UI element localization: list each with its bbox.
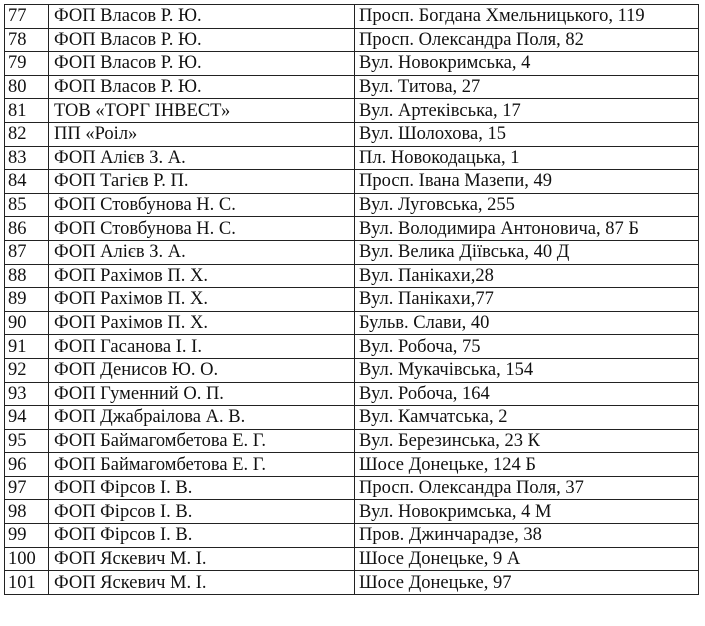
- address: Вул. Велика Діївська, 40 Д: [355, 240, 699, 264]
- table-row: [5, 240, 699, 264]
- table-row: [5, 193, 699, 217]
- address: Вул. Володимира Антоновича, 87 Б: [355, 217, 699, 241]
- table-row: [5, 547, 699, 571]
- entity-name: ФОП Денисов Ю. О.: [49, 358, 355, 382]
- table-row: [5, 264, 699, 288]
- entity-name: ФОП Рахімов П. Х.: [49, 264, 355, 288]
- row-number: 99: [5, 524, 49, 548]
- address: Шосе Донецьке, 124 Б: [355, 453, 699, 477]
- row-number: 97: [5, 476, 49, 500]
- table-row: [5, 122, 699, 146]
- row-number: 95: [5, 429, 49, 453]
- row-number: 87: [5, 240, 49, 264]
- row-number: 83: [5, 146, 49, 170]
- address: Вул. Титова, 27: [355, 75, 699, 99]
- entity-name: ТОВ «ТОРГ ІНВЕСТ»: [49, 99, 355, 123]
- address: Шосе Донецьке, 97: [355, 571, 699, 595]
- address: Вул. Новокримська, 4: [355, 52, 699, 76]
- table-row: [5, 429, 699, 453]
- table-row: [5, 571, 699, 595]
- table-row: [5, 382, 699, 406]
- table-row: [5, 358, 699, 382]
- table-row: [5, 453, 699, 477]
- row-number: 101: [5, 571, 49, 595]
- row-number: 85: [5, 193, 49, 217]
- table-row: [5, 28, 699, 52]
- row-number: 78: [5, 28, 49, 52]
- address: Вул. Мукачівська, 154: [355, 358, 699, 382]
- table-row: [5, 52, 699, 76]
- row-number: 89: [5, 288, 49, 312]
- entity-name: ФОП Рахімов П. Х.: [49, 311, 355, 335]
- row-number: 80: [5, 75, 49, 99]
- entity-name: ФОП Алієв З. А.: [49, 146, 355, 170]
- table-row: [5, 476, 699, 500]
- table-row: [5, 99, 699, 123]
- row-number: 77: [5, 5, 49, 29]
- address: Вул. Артеківська, 17: [355, 99, 699, 123]
- address: Вул. Новокримська, 4 М: [355, 500, 699, 524]
- address: Вул. Панікахи,28: [355, 264, 699, 288]
- table-row: [5, 311, 699, 335]
- entity-name: ФОП Гасанова І. І.: [49, 335, 355, 359]
- row-number: 84: [5, 170, 49, 194]
- row-number: 96: [5, 453, 49, 477]
- row-number: 90: [5, 311, 49, 335]
- table-row: [5, 170, 699, 194]
- row-number: 91: [5, 335, 49, 359]
- entity-name: ФОП Алієв З. А.: [49, 240, 355, 264]
- entity-name: ФОП Баймагомбетова Е. Г.: [49, 429, 355, 453]
- entity-name: ПП «Роіл»: [49, 122, 355, 146]
- row-number: 81: [5, 99, 49, 123]
- entity-name: ФОП Власов Р. Ю.: [49, 52, 355, 76]
- address: Вул. Березинська, 23 К: [355, 429, 699, 453]
- row-number: 88: [5, 264, 49, 288]
- row-number: 94: [5, 406, 49, 430]
- table-row: [5, 75, 699, 99]
- address: Просп. Олександра Поля, 37: [355, 476, 699, 500]
- table-row: [5, 406, 699, 430]
- address: Вул. Камчатська, 2: [355, 406, 699, 430]
- table-row: [5, 335, 699, 359]
- table-row: [5, 5, 699, 29]
- row-number: 82: [5, 122, 49, 146]
- row-number: 98: [5, 500, 49, 524]
- table-row: [5, 524, 699, 548]
- table-row: [5, 146, 699, 170]
- row-number: 86: [5, 217, 49, 241]
- entity-name: ФОП Власов Р. Ю.: [49, 28, 355, 52]
- entity-name: ФОП Баймагомбетова Е. Г.: [49, 453, 355, 477]
- entity-name: ФОП Гуменний О. П.: [49, 382, 355, 406]
- row-number: 100: [5, 547, 49, 571]
- entity-name: ФОП Яскевич М. І.: [49, 547, 355, 571]
- entity-name: ФОП Стовбунова Н. С.: [49, 193, 355, 217]
- address: Вул. Робоча, 75: [355, 335, 699, 359]
- registry-table: [4, 4, 699, 595]
- address: Вул. Шолохова, 15: [355, 122, 699, 146]
- entity-name: ФОП Власов Р. Ю.: [49, 5, 355, 29]
- entity-name: ФОП Рахімов П. Х.: [49, 288, 355, 312]
- entity-name: ФОП Яскевич М. І.: [49, 571, 355, 595]
- address: Просп. Богдана Хмельницького, 119: [355, 5, 699, 29]
- address: Пл. Новокодацька, 1: [355, 146, 699, 170]
- registry-table-body: [5, 5, 699, 595]
- row-number: 79: [5, 52, 49, 76]
- table-row: [5, 500, 699, 524]
- table-row: [5, 288, 699, 312]
- row-number: 92: [5, 358, 49, 382]
- address: Вул. Панікахи,77: [355, 288, 699, 312]
- entity-name: ФОП Джабраілова А. В.: [49, 406, 355, 430]
- entity-name: ФОП Тагієв Р. П.: [49, 170, 355, 194]
- entity-name: ФОП Фірсов І. В.: [49, 524, 355, 548]
- address: Вул. Робоча, 164: [355, 382, 699, 406]
- address: Просп. Олександра Поля, 82: [355, 28, 699, 52]
- address: Шосе Донецьке, 9 А: [355, 547, 699, 571]
- entity-name: ФОП Власов Р. Ю.: [49, 75, 355, 99]
- entity-name: ФОП Фірсов І. В.: [49, 476, 355, 500]
- address: Пров. Джинчарадзе, 38: [355, 524, 699, 548]
- entity-name: ФОП Фірсов І. В.: [49, 500, 355, 524]
- address: Просп. Івана Мазепи, 49: [355, 170, 699, 194]
- entity-name: ФОП Стовбунова Н. С.: [49, 217, 355, 241]
- address: Вул. Луговська, 255: [355, 193, 699, 217]
- table-row: [5, 217, 699, 241]
- address: Бульв. Слави, 40: [355, 311, 699, 335]
- row-number: 93: [5, 382, 49, 406]
